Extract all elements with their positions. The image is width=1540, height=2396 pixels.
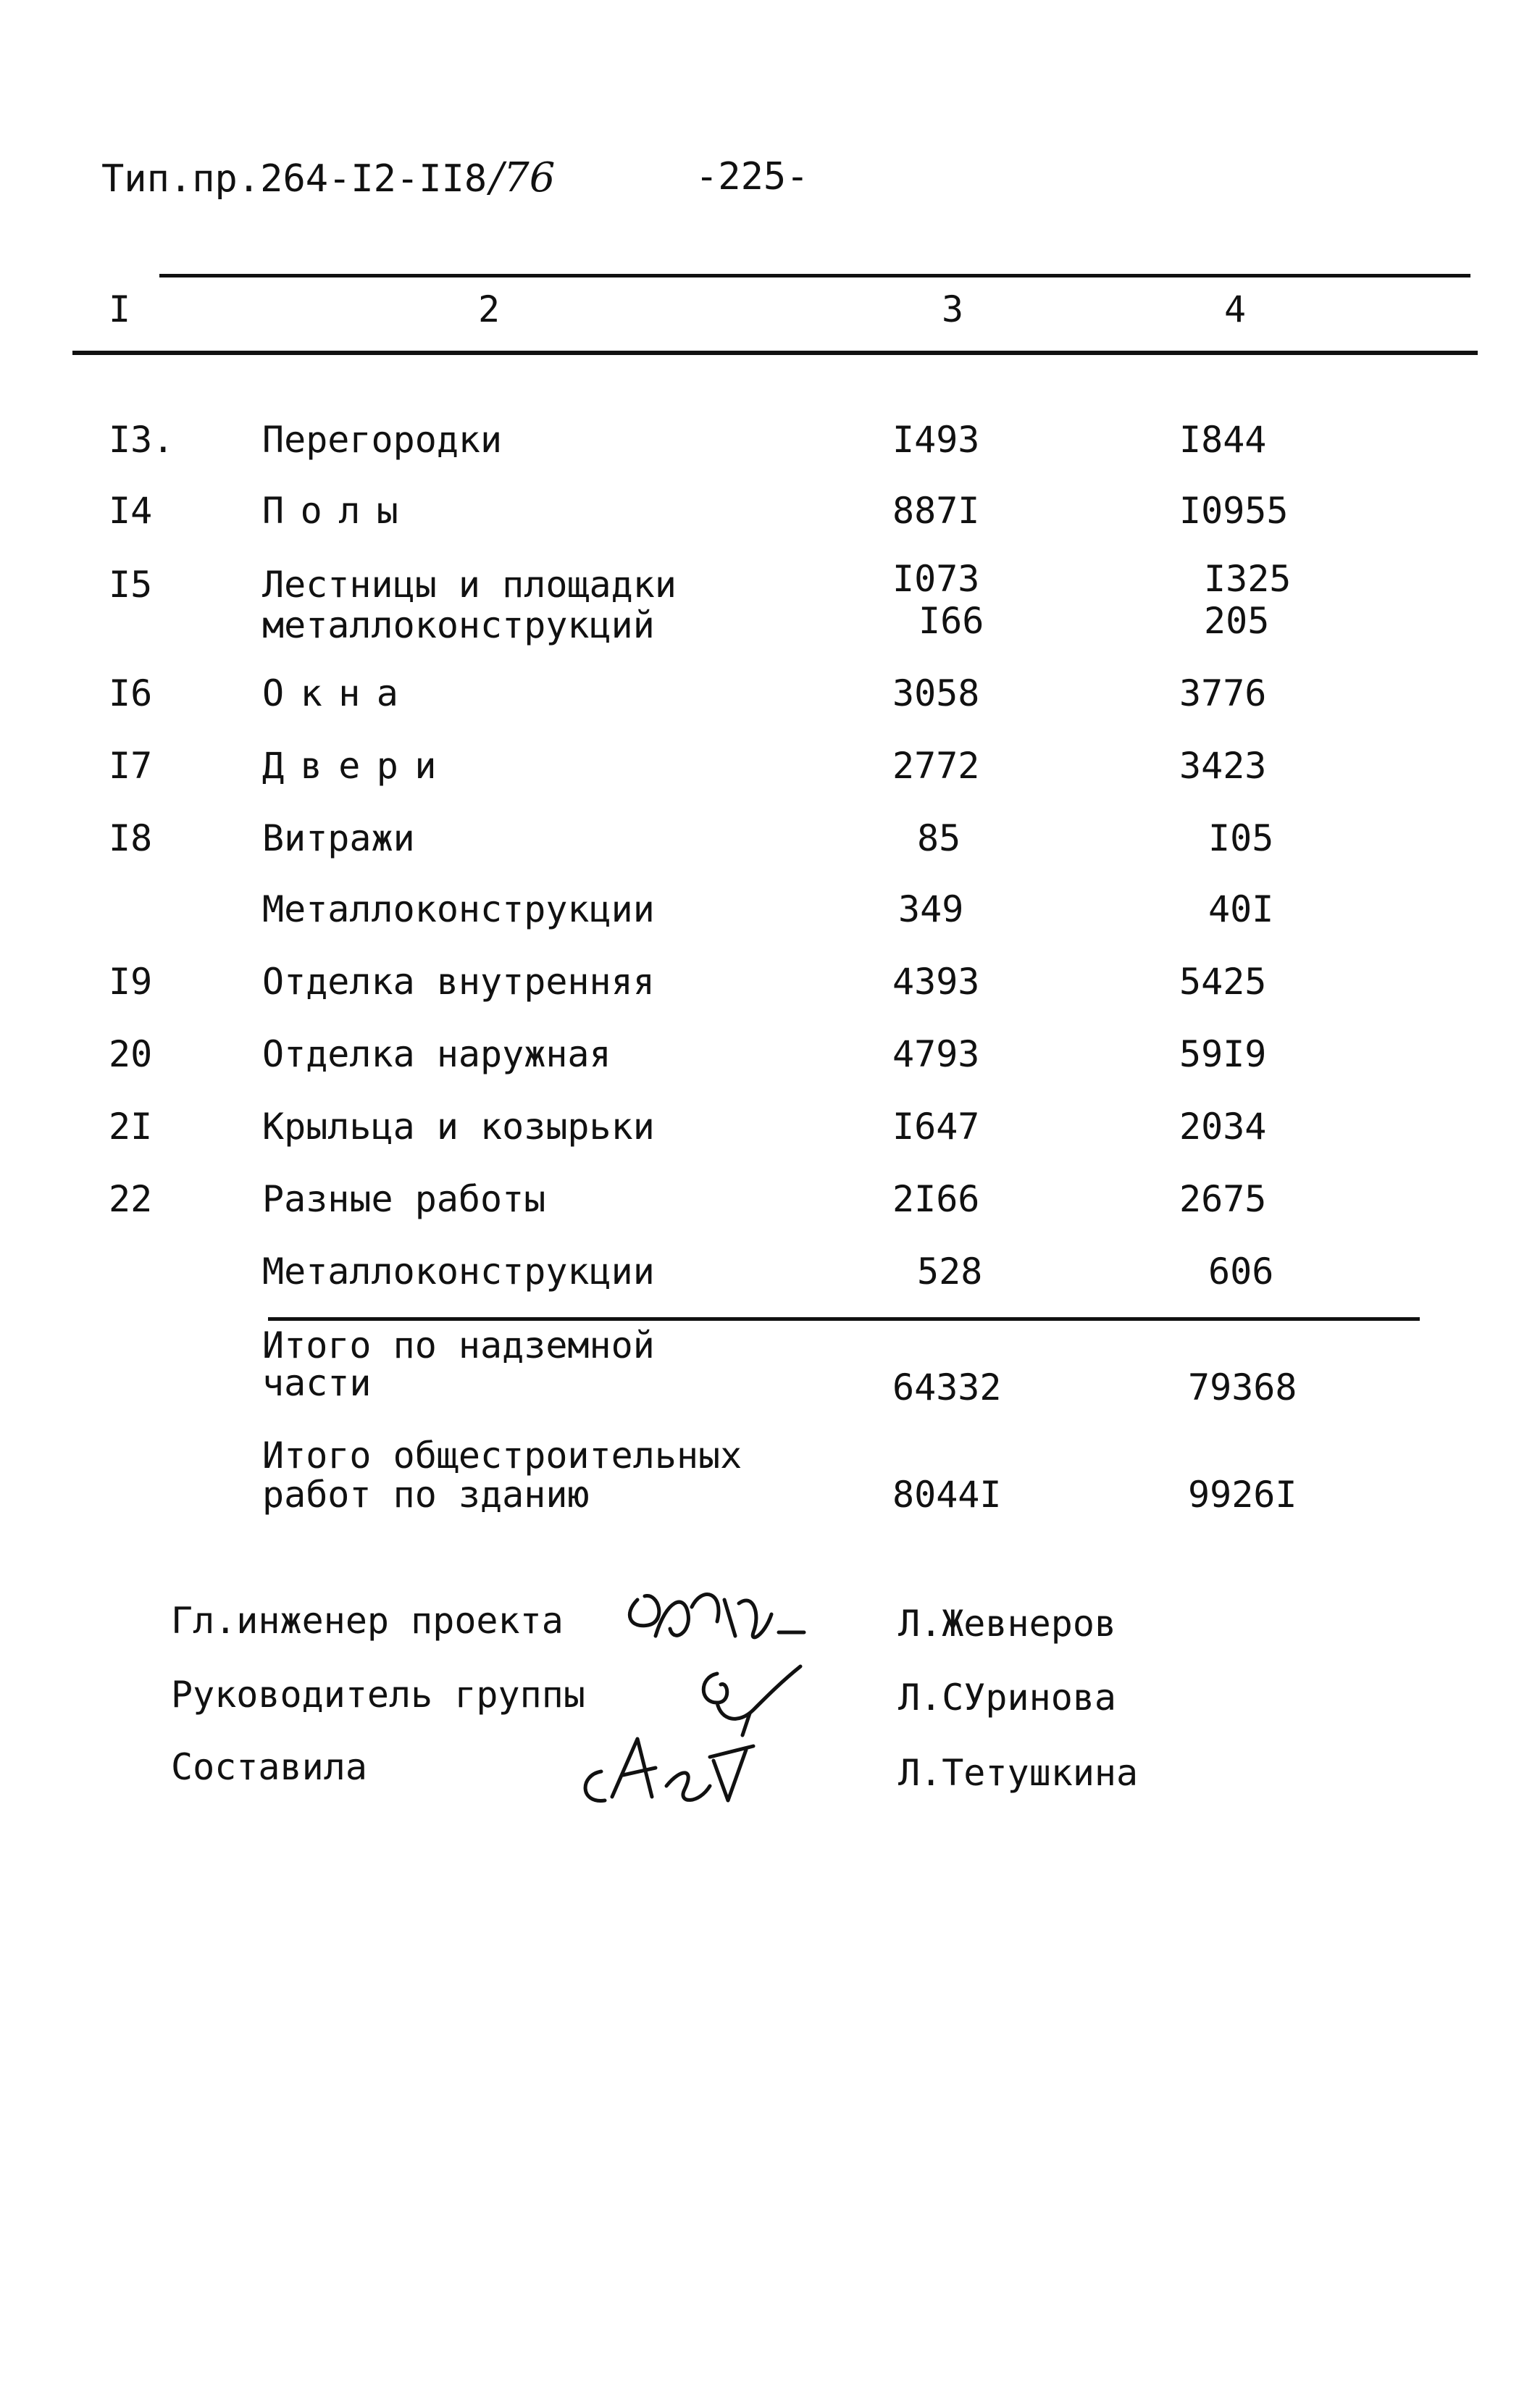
row-number: 20 [109,1033,153,1075]
row-value-col3: 349 [898,888,964,930]
row-number: I4 [109,490,153,532]
column-header-1: I [109,288,131,330]
row-name: Металлоконструкции [262,1251,655,1293]
row-number: I3. [109,419,175,461]
signer-role: Составила [171,1746,367,1788]
signer-role: Гл.инженер проекта [171,1600,564,1642]
row-value-col3: 2772 [892,745,980,787]
total-label: Итого по надземной [262,1324,655,1366]
row-name: Двери [262,745,453,787]
row-value-col4: I0955 [1179,490,1289,532]
row-number: I6 [109,672,153,714]
total-value-col4: 79368 [1188,1366,1297,1408]
column-header-3: 3 [942,288,964,330]
table-top-rule [159,274,1470,277]
row-value-col4: 3776 [1179,672,1267,714]
row-value-col3-second: I66 [918,600,984,642]
row-name-continued: металлоконструкций [262,604,655,646]
total-value-col3: 64332 [892,1366,1002,1408]
row-value-col4: 2675 [1179,1178,1267,1220]
row-value-col4: I844 [1179,419,1267,461]
row-value-col4: 3423 [1179,745,1267,787]
document-number-suffix: /76 [490,154,556,201]
signer-role: Руководитель группы [171,1674,585,1716]
row-name: Металлоконструкции [262,888,655,930]
row-number: I5 [109,564,153,606]
row-value-col3: 4793 [892,1033,980,1075]
total-label-continued: части [262,1362,372,1404]
row-number: I7 [109,745,153,787]
row-value-col4: 2034 [1179,1106,1267,1148]
row-name: Разные работы [262,1178,546,1220]
document-header [101,154,556,201]
row-value-col3: 4393 [892,961,980,1003]
total-label-continued: работ по зданию [262,1474,590,1516]
row-value-col3: 528 [917,1251,983,1293]
row-value-col3: I073 [892,558,980,600]
row-value-col3: I493 [892,419,980,461]
row-number: 2I [109,1106,153,1148]
row-value-col4: I05 [1208,817,1274,859]
row-name: Витражи [262,817,415,859]
column-header-2: 2 [478,288,501,330]
signer-name: Л.СУринова [898,1677,1117,1719]
row-value-col4: 5425 [1179,961,1267,1003]
page-number: -225- [695,155,809,199]
row-value-col3: 2I66 [892,1178,980,1220]
row-value-col3: I647 [892,1106,980,1148]
total-value-col4: 9926I [1188,1474,1297,1516]
row-value-col3: 887I [892,490,980,532]
totals-rule [268,1317,1420,1321]
row-name: Отделка наружная [262,1033,611,1075]
document-number: Тип.пр.264-I2-II8 [101,157,487,201]
total-label: Итого общестроительных [262,1435,742,1477]
row-value-col4-second: 205 [1204,600,1270,642]
table-header-rule [72,351,1478,355]
total-value-col3: 8044I [892,1474,1002,1516]
row-name: Окна [262,672,415,714]
row-name: Перегородки [262,419,503,461]
row-name: Отделка внутренняя [262,961,655,1003]
signer-name: Л.Жевнеров [898,1603,1117,1645]
row-number: 22 [109,1178,153,1220]
row-value-col4: 606 [1208,1251,1274,1293]
row-number: I8 [109,817,153,859]
row-name: Полы [262,490,415,532]
row-value-col4: I325 [1204,558,1292,600]
row-name: Лестницы и площадки [262,564,677,606]
column-header-4: 4 [1224,288,1247,330]
row-value-col4: 40I [1208,888,1274,930]
row-value-col3: 3058 [892,672,980,714]
signer-name: Л.Тетушкина [898,1752,1139,1794]
handwritten-signature-compiler [565,1717,768,1819]
row-value-col3: 85 [917,817,961,859]
row-value-col4: 59I9 [1179,1033,1267,1075]
row-name: Крыльца и козырьки [262,1106,655,1148]
row-number: I9 [109,961,153,1003]
